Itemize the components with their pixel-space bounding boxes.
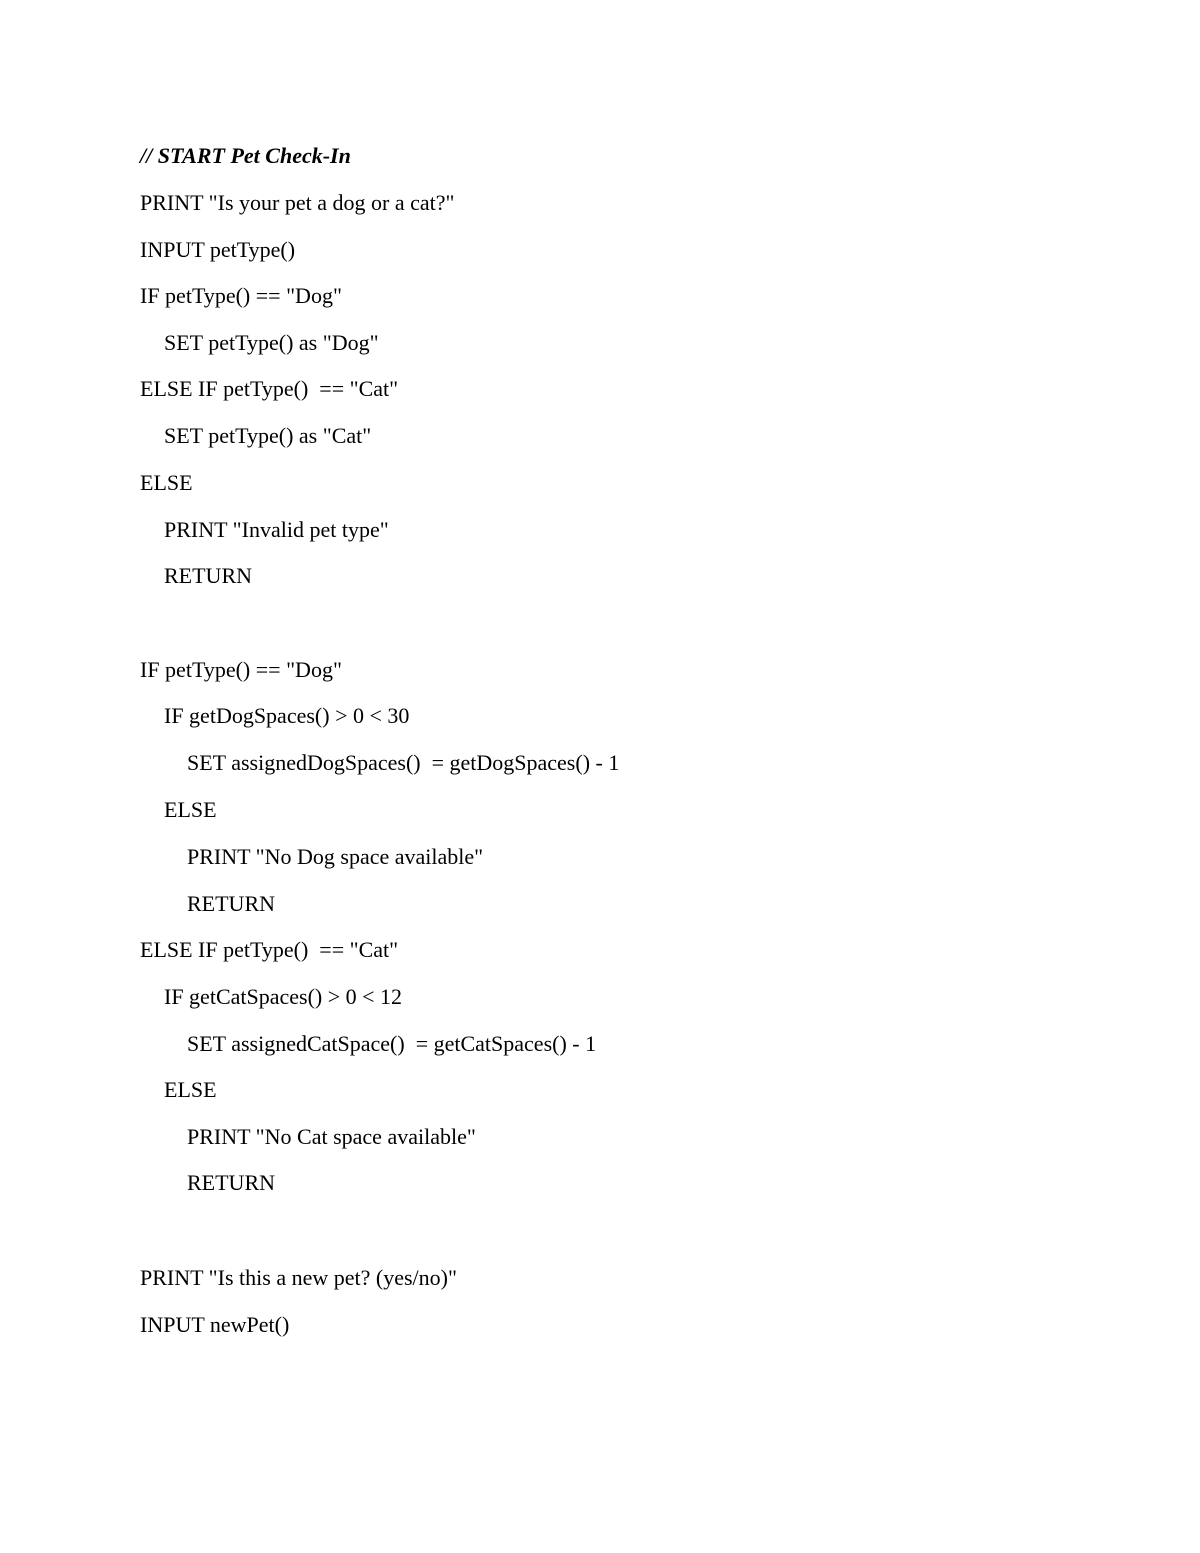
- code-line: ELSE: [164, 1077, 217, 1102]
- code-line: SET assignedDogSpaces() = getDogSpaces() - 1: [187, 750, 620, 775]
- code-line: RETURN: [187, 1170, 275, 1195]
- code-line: ELSE IF petType() == "Cat": [140, 937, 399, 962]
- code-line: SET petType() as "Dog": [164, 330, 379, 355]
- code-line: RETURN: [187, 891, 275, 916]
- code-line: ELSE: [140, 470, 193, 495]
- code-line: INPUT petType(): [140, 237, 296, 262]
- code-line: SET assignedCatSpace() = getCatSpaces() - 1: [187, 1031, 597, 1056]
- code-line: PRINT "Invalid pet type": [164, 517, 389, 542]
- code-line: PRINT "Is this a new pet? (yes/no)": [140, 1265, 457, 1290]
- code-line: ELSE: [164, 797, 217, 822]
- code-line: RETURN: [164, 563, 252, 588]
- code-line: PRINT "No Dog space available": [187, 844, 484, 869]
- code-line: ELSE IF petType() == "Cat": [140, 376, 399, 401]
- document-title: // START Pet Check-In: [140, 143, 351, 168]
- code-line: IF getDogSpaces() > 0 < 30: [164, 703, 410, 728]
- code-line: PRINT "No Cat space available": [187, 1124, 476, 1149]
- code-line: IF getCatSpaces() > 0 < 12: [164, 984, 403, 1009]
- code-line: IF petType() == "Dog": [140, 283, 342, 308]
- code-line: IF petType() == "Dog": [140, 657, 342, 682]
- code-line: SET petType() as "Cat": [164, 423, 372, 448]
- code-line: PRINT "Is your pet a dog or a cat?": [140, 190, 455, 215]
- code-line: INPUT newPet(): [140, 1312, 290, 1337]
